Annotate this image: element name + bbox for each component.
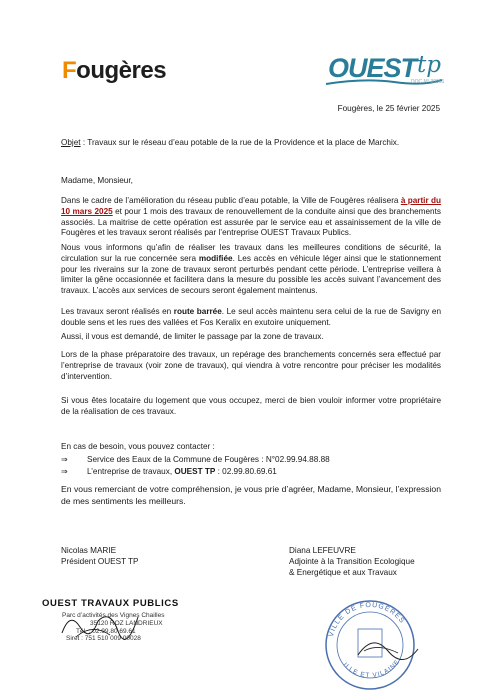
letter-subject: [61, 138, 481, 149]
letter-date: Fougères, le 25 février 2025: [337, 104, 440, 113]
signature-block-right: [289, 545, 415, 578]
p2-text-a: Nous vous informons qu’afin de réaliser les travaux dans les meilleures conditions de sécurité, la circulation sur la rue concernée sera: [61, 243, 441, 263]
arrow-icon: ⇒: [61, 455, 68, 464]
p3-bold: route barrée: [173, 307, 222, 316]
fougeres-logo: [62, 57, 166, 85]
greeting: Madame, Monsieur,: [61, 176, 133, 185]
p1-text-a: Dans le cadre de l’amélioration du réseau public d’eau potable, la Ville de Fougères réalisera: [61, 196, 401, 205]
stamp-top-text: VILLE DE FOUGÈRES: [327, 601, 406, 638]
paragraph-5: Lors de la phase préparatoire des travaux, un repérage des branchements concernés sera effectué par l’entreprise de travaux (voir zone de travaux), qui viendra à votre rencontre pour préciser les modalités d’intervention.: [61, 350, 441, 381]
start-date-highlight: à partir du 10 mars 2025: [61, 196, 441, 216]
stamp-line: Siret : 751 510 009 00028: [66, 635, 141, 642]
contact-company-a: L’entreprise de travaux,: [87, 467, 175, 476]
signer-name: Nicolas MARIE: [61, 546, 117, 555]
fougeres-logo-text: Fougères: [62, 57, 167, 84]
fougeres-logo-initial: F: [62, 57, 77, 84]
signer-role: Adjointe à la Transition Ecologique: [289, 557, 415, 566]
paragraph-1: [61, 196, 441, 239]
p2-text-b: . Les accès en véhicule léger ainsi que le stationnement pour les riverains sur la zone de travaux seront perturbés pendant cette période. L’entreprise veillera à limiter la gêne occasionnée et facilitera dans la mesure du possible les accès suivant l’avancement des travaux. L’accès aux services de secours seront également maintenus.: [61, 253, 441, 296]
ouest-logo-text: OUEST: [328, 53, 417, 83]
signer-role: & Energétique et aux Travaux: [289, 568, 397, 577]
p1-text-b: et pour 1 mois des travaux de renouvellement de la conduite ainsi que des branchements associés. La maitrise de cette opération est assurée par le service eau et assainissement de la ville de Fougères et les travaux seront réalisés par l’entreprise OUEST Travaux Publics.: [61, 206, 441, 238]
stamp-line: Tél. : 02.99.80.69.61: [76, 628, 136, 635]
municipal-stamp: [318, 593, 428, 693]
paragraph-2: [61, 243, 441, 297]
signature-block-left: [61, 545, 139, 567]
contact-item: [61, 467, 277, 478]
paragraph-7: En cas de besoin, vous pouvez contacter :: [61, 442, 215, 451]
contact-service-eaux: Service des Eaux de la Commune de Fougères : N°02.99.94.88.88: [87, 455, 330, 464]
p2-bold: modifiée: [198, 253, 233, 263]
svg-text:ILLE ET VILAINE: [342, 658, 402, 679]
signer-name: Diana LEFEUVRE: [289, 546, 356, 555]
stamp-line: 35120 ROZ LANDRIEUX: [90, 620, 163, 627]
stamp-line: Parc d’activités des Vignes Chailles: [62, 612, 165, 619]
signer-role: Président OUEST TP: [61, 557, 139, 566]
p3-text-b: . Le seul accès maintenu sera celui de la rue de Savigny en double sens et les rues des vallées et Fos Keralix en exutoire uniquement.: [61, 307, 441, 327]
paragraph-6: Si vous êtes locataire du logement que vous occupez, merci de bien vouloir informer votre propriétaire de la réalisation de ces travaux.: [61, 396, 441, 416]
arrow-icon: ⇒: [61, 467, 68, 476]
contact-item: [61, 455, 330, 466]
p3-text-a: Les travaux seront réalisés en: [61, 307, 174, 316]
subject-text: : Travaux sur le réseau d’eau potable de la rue de la Providence et la place de Marchix.: [80, 138, 400, 147]
contact-company-name: OUEST TP: [174, 467, 216, 476]
contact-company-b: : 02.99.80.69.61: [215, 467, 277, 476]
ouest-logo-tp: tp: [417, 52, 441, 78]
paragraph-4: Aussi, il vous est demandé, de limiter le passage par la zone de travaux.: [61, 332, 324, 341]
document-number: DOC N° 30961: [411, 79, 445, 85]
stamp-title: OUEST TRAVAUX PUBLICS: [42, 598, 179, 609]
stamp-bottom-text: ILLE ET VILAINE: [341, 658, 402, 680]
handwritten-signature-left: [58, 603, 148, 643]
subject-label: Objet: [61, 138, 81, 147]
paragraph-3: [61, 307, 441, 329]
closing-paragraph: En vous remerciant de votre compréhension, je vous prie d’agréer, Madame, Monsieur, l’expression de mes sentiments les meilleurs.: [61, 484, 441, 506]
